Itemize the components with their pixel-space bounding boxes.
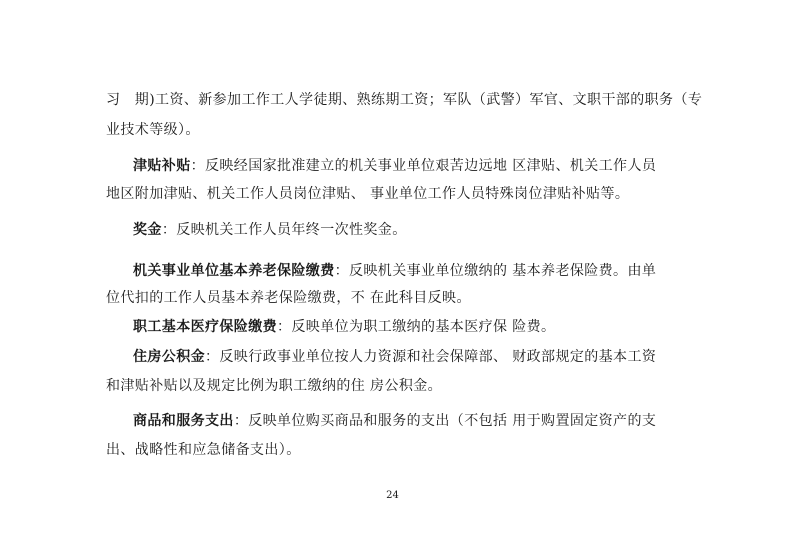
line-text: ：反映单位为职工缴纳的基本医疗保 险费。 — [277, 319, 556, 335]
term: 住房公积金 — [133, 349, 205, 365]
line-text: ：反映机关事业单位缴纳的 基本养老保险费。由单 — [334, 263, 657, 279]
term: 津贴补贴 — [133, 158, 191, 174]
term: 商品和服务支出 — [133, 413, 234, 429]
text-line — [133, 262, 656, 280]
text-line — [133, 348, 656, 366]
line-text: 位代扣的工作人员基本养老保险缴费，不 在此科目反映。 — [106, 290, 471, 306]
line-text: 业技术等级）。 — [106, 122, 200, 138]
text-line — [133, 318, 555, 336]
line-text: 地区附加津贴、机关工作人员岗位津贴、 事业单位工作人员特殊岗位津贴补贴等。 — [106, 186, 630, 202]
text-line — [133, 157, 656, 175]
text-line — [106, 185, 629, 203]
text-line — [133, 221, 407, 239]
text-line — [106, 91, 702, 109]
line-text: 习 期)工资、新参加工作工人学徒期、熟练期工资；军队（武警）军官、文职干部的职务（专 — [106, 92, 703, 108]
line-text: ：反映行政事业单位按人力资源和社会保障部、 财政部规定的基本工资 — [205, 349, 657, 365]
line-text: ：反映机关工作人员年终一次性奖金。 — [161, 222, 407, 238]
text-line — [106, 289, 471, 307]
term: 职工基本医疗保险缴费 — [133, 319, 277, 335]
text-line — [133, 412, 656, 430]
line-text: 出、战略性和应急储备支出）。 — [106, 442, 301, 458]
line-text: 和津贴补贴以及规定比例为职工缴纳的住 房公积金。 — [106, 378, 443, 394]
line-text: ：反映单位购买商品和服务的支出（不包括 用于购置固定资产的支 — [233, 413, 657, 429]
text-line — [106, 441, 301, 459]
term: 机关事业单位基本养老保险缴费 — [133, 263, 335, 279]
page-number: 24 — [386, 490, 399, 501]
text-line — [106, 377, 442, 395]
line-text: ：反映经国家批准建立的机关事业单位艰苦边远地 区津贴、机关工作人员 — [190, 158, 657, 174]
term: 奖金 — [133, 222, 162, 238]
text-line — [106, 121, 200, 139]
